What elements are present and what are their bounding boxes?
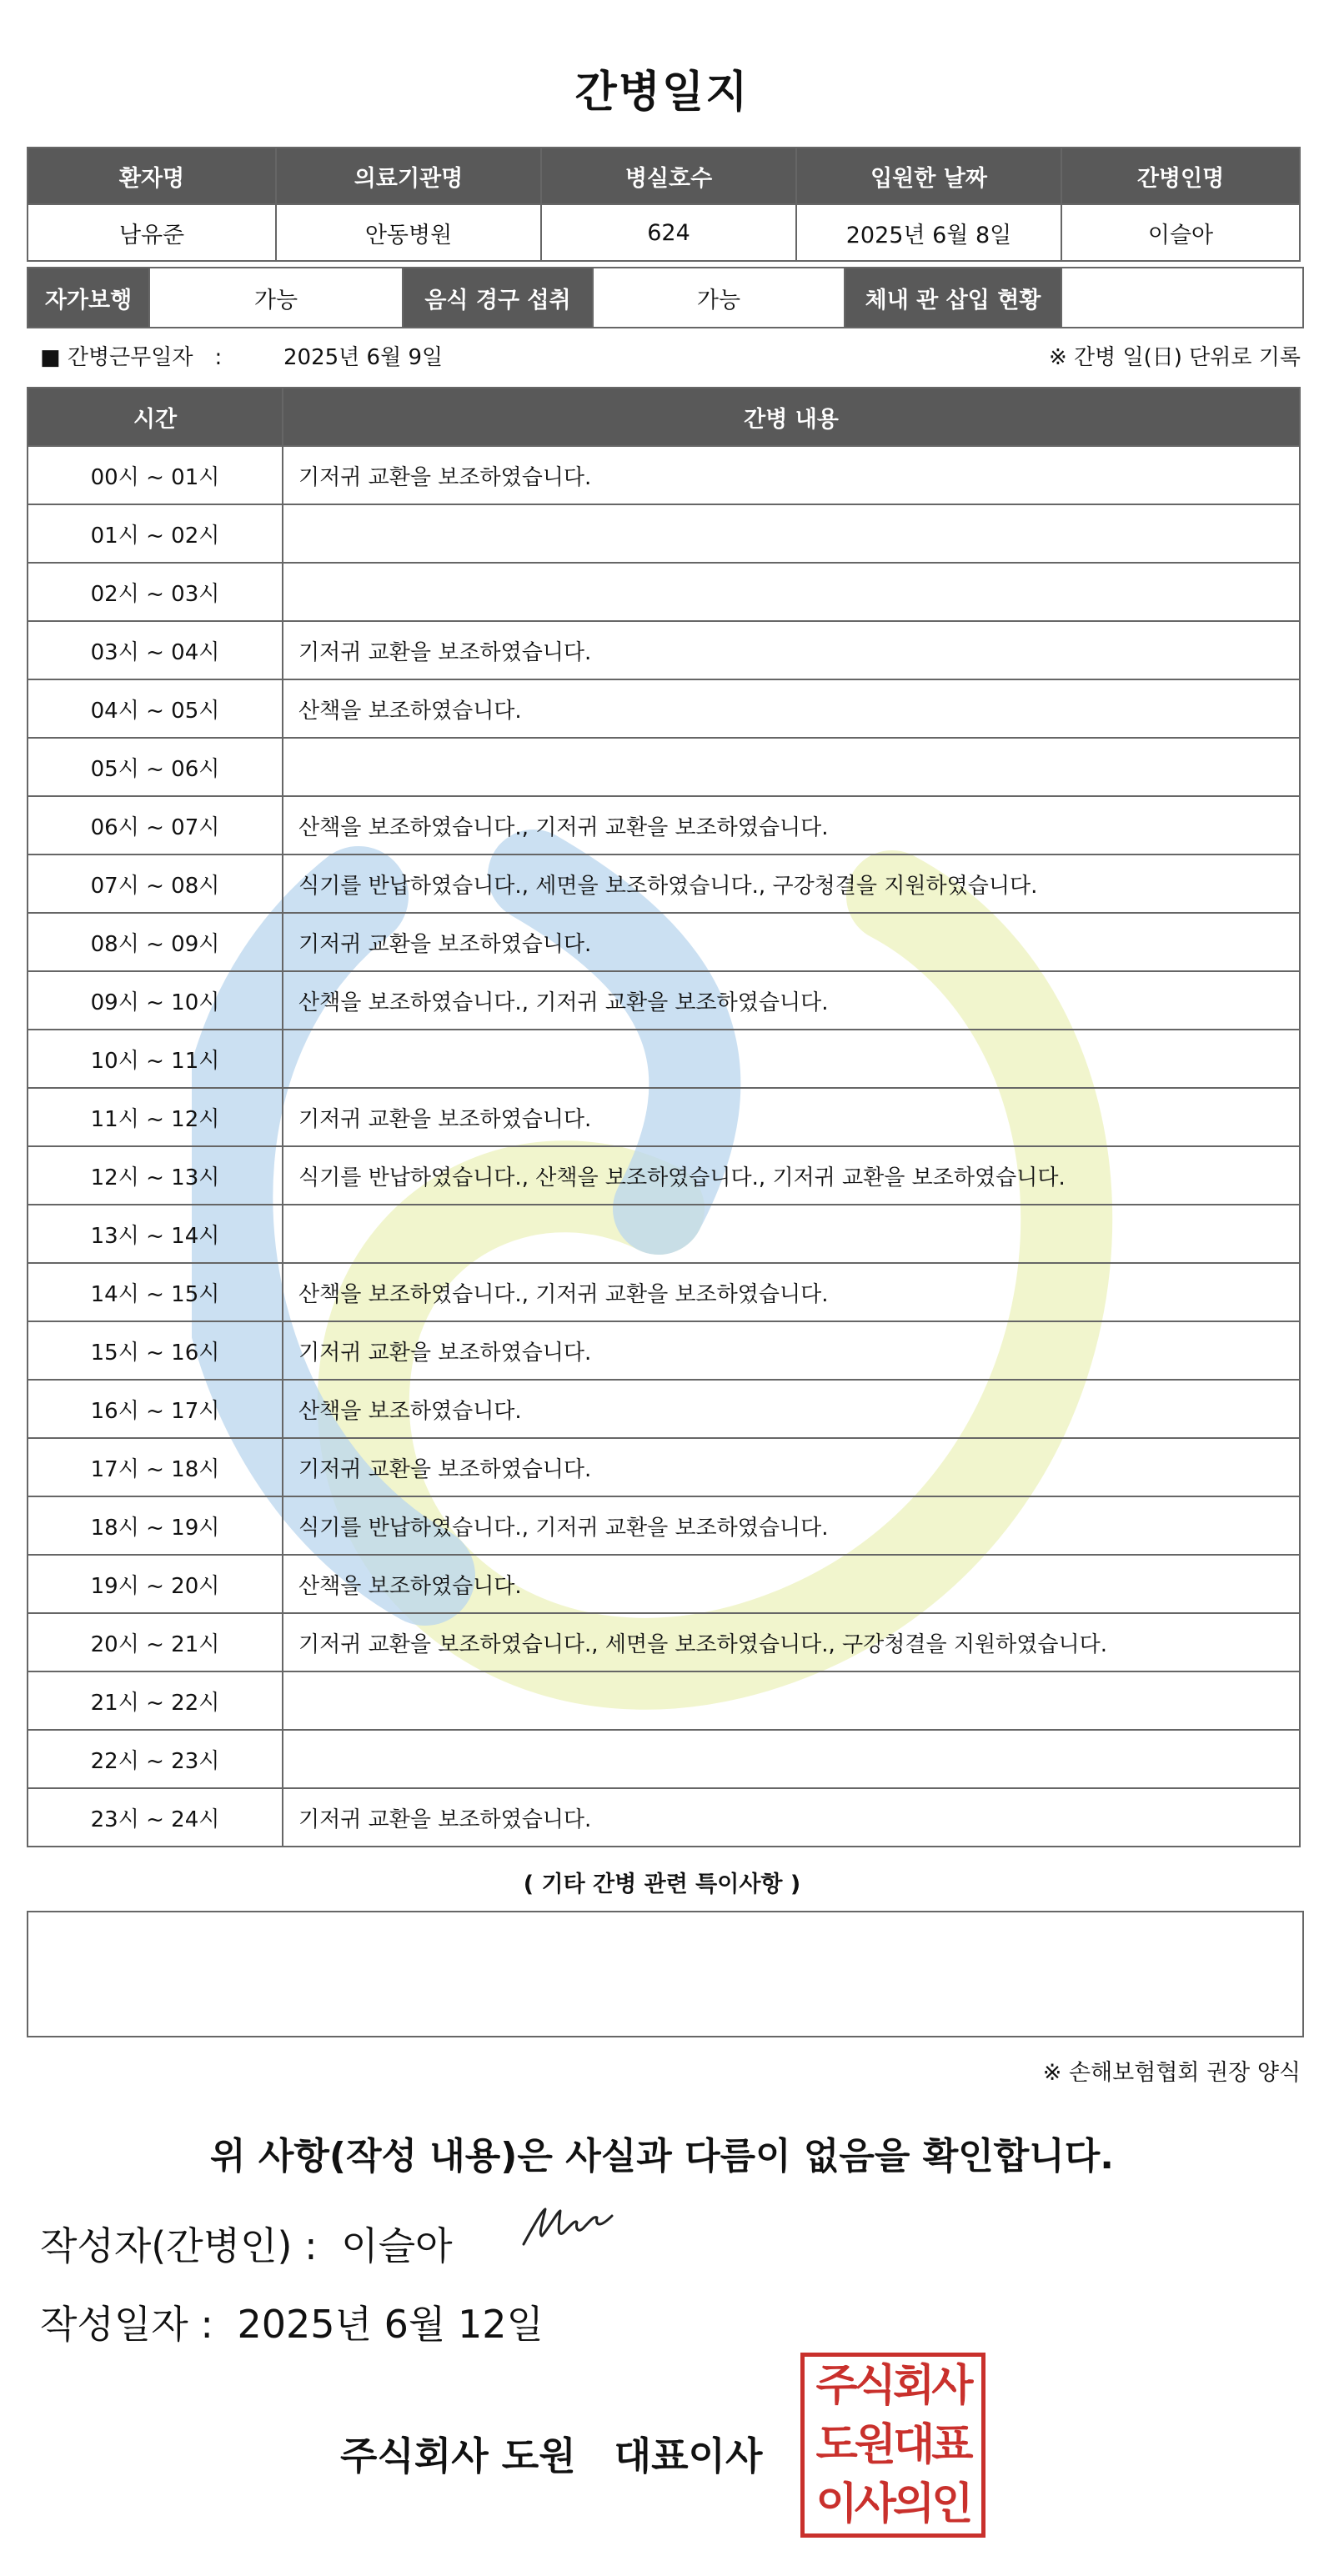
care-log-content: [283, 1671, 1300, 1730]
care-log-content: [283, 1030, 1300, 1088]
care-log-time: 14시 ~ 15시: [28, 1263, 283, 1321]
food-value: 가능: [594, 268, 845, 327]
care-log-time: 11시 ~ 12시: [28, 1088, 283, 1146]
care-log-time: 04시 ~ 05시: [28, 679, 283, 738]
care-log-row: [28, 1613, 1300, 1671]
care-log-content: 기저귀 교환을 보조하였습니다., 세면을 보조하였습니다., 구강청결을 지원하였습니다.: [283, 1613, 1300, 1671]
care-log-content: 산책을 보조하였습니다.: [283, 1555, 1300, 1613]
tube-label: 체내 관 삽입 현황: [845, 268, 1062, 327]
duty-date-label: ■ 간병근무일자 :: [40, 345, 223, 370]
care-log-time: 01시 ~ 02시: [28, 504, 283, 563]
care-log-content: 산책을 보조하였습니다., 기저귀 교환을 보조하였습니다.: [283, 1263, 1300, 1321]
care-log-content: 식기를 반납하였습니다., 세면을 보조하였습니다., 구강청결을 지원하였습니다.: [283, 854, 1300, 913]
patient-name-value: 남유준: [28, 204, 276, 261]
care-log-time: 07시 ~ 08시: [28, 854, 283, 913]
walk-label: 자가보행: [28, 268, 150, 327]
care-log-content: [283, 1730, 1300, 1788]
special-notes-box: [27, 1911, 1304, 2037]
care-log-row: [28, 1088, 1300, 1146]
patient-info-table: [27, 147, 1301, 262]
hospital-name-value: 안동병원: [276, 204, 541, 261]
document-title: 간병일지: [574, 68, 750, 118]
care-log-content: 식기를 반납하였습니다., 기저귀 교환을 보조하였습니다.: [283, 1496, 1300, 1555]
care-log-content: [283, 1205, 1300, 1263]
handwritten-signature: [517, 2201, 617, 2259]
care-log-row: [28, 1030, 1300, 1088]
hospital-name-header: 의료기관명: [276, 148, 541, 204]
care-log-time: 17시 ~ 18시: [28, 1438, 283, 1496]
care-log-time: 10시 ~ 11시: [28, 1030, 283, 1088]
care-log-row: [28, 563, 1300, 621]
care-log-table: [27, 387, 1301, 1847]
care-log-time: 15시 ~ 16시: [28, 1321, 283, 1380]
care-log-row: [28, 446, 1300, 504]
care-log-row: [28, 1263, 1300, 1321]
care-log-time: 22시 ~ 23시: [28, 1730, 283, 1788]
writer-line: [40, 2216, 453, 2271]
written-date-value: 2025년 6월 12일: [237, 2302, 544, 2347]
care-log-time: 21시 ~ 22시: [28, 1671, 283, 1730]
care-log-content: [283, 563, 1300, 621]
care-log-row: [28, 1555, 1300, 1613]
writer-label: 작성자(간병인) :: [40, 2223, 318, 2268]
care-log-content: 기저귀 교환을 보조하였습니다.: [283, 446, 1300, 504]
care-log-body: [28, 446, 1300, 1847]
care-log-row: [28, 679, 1300, 738]
tube-value: [1062, 268, 1302, 327]
care-log-row: [28, 971, 1300, 1030]
care-log-content: 산책을 보조하였습니다., 기저귀 교환을 보조하였습니다.: [283, 796, 1300, 854]
patient-status-row: [27, 267, 1304, 328]
seal-line: 이사의인: [815, 2478, 970, 2529]
time-column-header: 시간: [28, 388, 283, 446]
care-log-row: [28, 504, 1300, 563]
care-log-time: 02시 ~ 03시: [28, 563, 283, 621]
care-log-content: 기저귀 교환을 보조하였습니다.: [283, 913, 1300, 971]
room-number-header: 병실호수: [541, 148, 796, 204]
patient-info-value-row: [28, 204, 1300, 261]
care-log-row: [28, 738, 1300, 796]
walk-value: 가능: [150, 268, 404, 327]
seal-line: 도원대표: [815, 2418, 970, 2470]
special-notes-title: ( 기타 간병 관련 특이사항 ): [523, 1872, 801, 1897]
care-log-row: [28, 621, 1300, 679]
patient-name-header: 환자명: [28, 148, 276, 204]
care-log-row: [28, 1380, 1300, 1438]
written-date-line: [40, 2294, 544, 2349]
care-log-content: 기저귀 교환을 보조하였습니다.: [283, 1088, 1300, 1146]
caregiver-name-header: 간병인명: [1061, 148, 1300, 204]
care-log-content: 산책을 보조하였습니다.: [283, 679, 1300, 738]
writer-name: 이슬아: [341, 2223, 453, 2268]
care-log-time: 13시 ~ 14시: [28, 1205, 283, 1263]
content-column-header: 간병 내용: [283, 388, 1300, 446]
company-representative: 주식회사 도원 대표이사: [340, 2433, 763, 2478]
company-seal-stamp: [800, 2353, 985, 2538]
care-log-row: [28, 913, 1300, 971]
care-log-time: 18시 ~ 19시: [28, 1496, 283, 1555]
care-log-row: [28, 1496, 1300, 1555]
care-log-row: [28, 854, 1300, 913]
duty-date-value: 2025년 6월 9일: [283, 345, 444, 370]
seal-line: 주식회사: [815, 2360, 970, 2412]
food-label: 음식 경구 섭취: [404, 268, 594, 327]
care-log-content: 식기를 반납하였습니다., 산책을 보조하였습니다., 기저귀 교환을 보조하였습니다.: [283, 1146, 1300, 1205]
care-log-row: [28, 1671, 1300, 1730]
care-log-row: [28, 1438, 1300, 1496]
care-log-content: 기저귀 교환을 보조하였습니다.: [283, 1321, 1300, 1380]
care-log-time: 12시 ~ 13시: [28, 1146, 283, 1205]
care-log-content: [283, 738, 1300, 796]
care-log-content: 기저귀 교환을 보조하였습니다.: [283, 1438, 1300, 1496]
confirmation-statement: 위 사항(작성 내용)은 사실과 다름이 없음을 확인합니다.: [210, 2135, 1114, 2178]
care-log-time: 16시 ~ 17시: [28, 1380, 283, 1438]
care-log-row: [28, 1321, 1300, 1380]
care-log-content: 기저귀 교환을 보조하였습니다.: [283, 621, 1300, 679]
care-log-header-row: [28, 388, 1300, 446]
patient-info-header-row: [28, 148, 1300, 204]
admission-date-header: 입원한 날짜: [796, 148, 1061, 204]
care-log-time: 09시 ~ 10시: [28, 971, 283, 1030]
care-log-row: [28, 1205, 1300, 1263]
care-log-row: [28, 1788, 1300, 1847]
care-log-time: 20시 ~ 21시: [28, 1613, 283, 1671]
care-log-content: 기저귀 교환을 보조하였습니다.: [283, 1788, 1300, 1847]
care-log-time: 06시 ~ 07시: [28, 796, 283, 854]
duty-note: ※ 간병 일(日) 단위로 기록: [1048, 345, 1301, 370]
care-log-row: [28, 796, 1300, 854]
room-number-value: 624: [541, 204, 796, 261]
care-log-content: 산책을 보조하였습니다., 기저귀 교환을 보조하였습니다.: [283, 971, 1300, 1030]
care-log-time: 03시 ~ 04시: [28, 621, 283, 679]
care-log-content: [283, 504, 1300, 563]
care-log-time: 08시 ~ 09시: [28, 913, 283, 971]
care-log-row: [28, 1146, 1300, 1205]
care-log-row: [28, 1730, 1300, 1788]
caregiver-name-value: 이슬아: [1061, 204, 1300, 261]
written-date-label: 작성일자 :: [40, 2302, 213, 2347]
care-log-time: 00시 ~ 01시: [28, 446, 283, 504]
care-log-time: 23시 ~ 24시: [28, 1788, 283, 1847]
form-source-note: ※ 손해보험협회 권장 양식: [1042, 2060, 1301, 2086]
care-log-time: 05시 ~ 06시: [28, 738, 283, 796]
care-log-time: 19시 ~ 20시: [28, 1555, 283, 1613]
admission-date-value: 2025년 6월 8일: [796, 204, 1061, 261]
care-log-content: 산책을 보조하였습니다.: [283, 1380, 1300, 1438]
